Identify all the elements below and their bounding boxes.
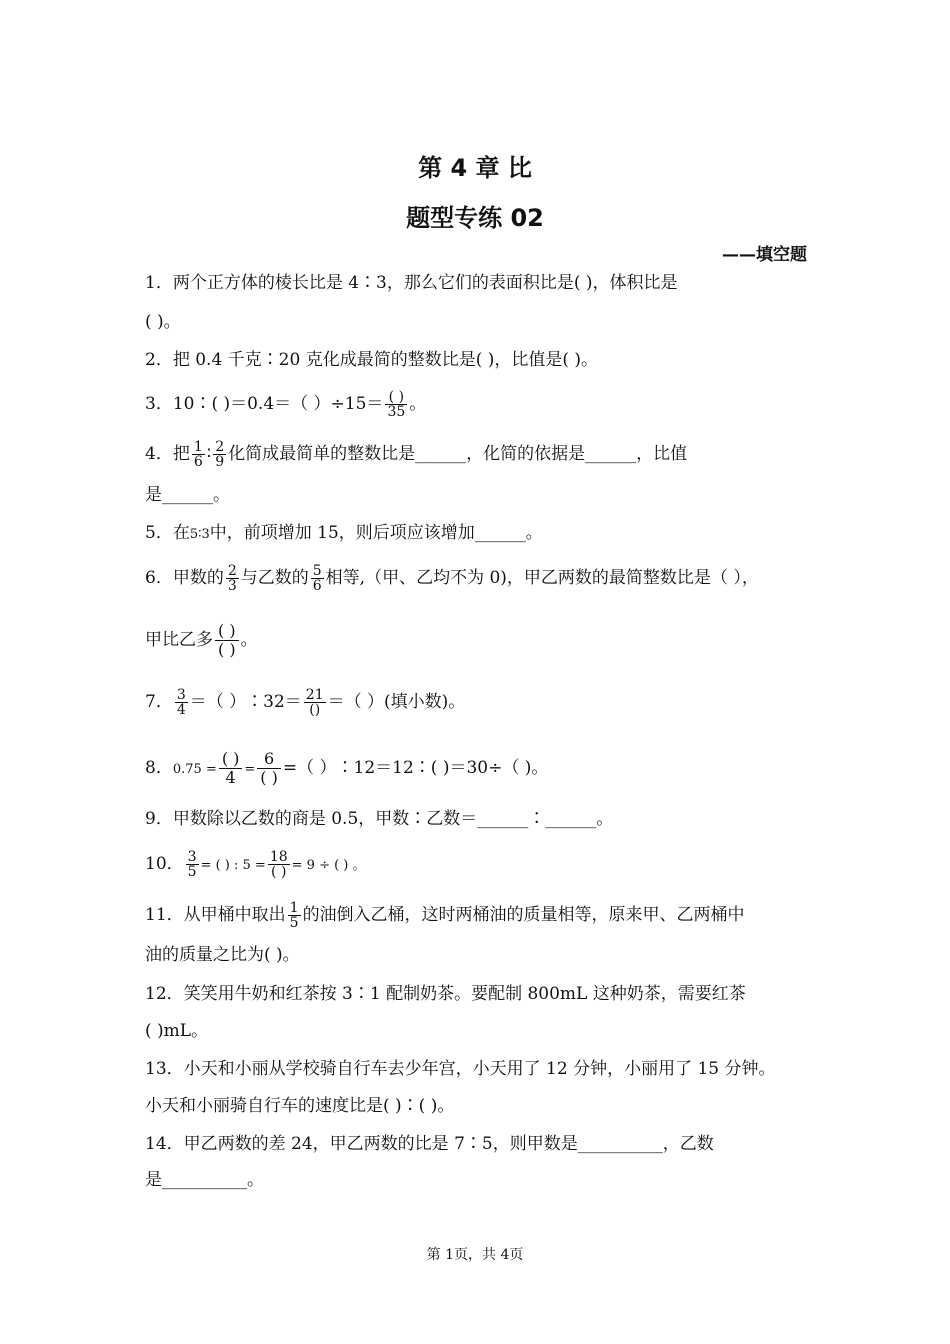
question-12-line-1: 12．笑笑用牛奶和红茶按 3∶1 配制奶茶。要配制 800mL 这种奶茶，需要红茶 xyxy=(145,984,746,1004)
fraction-numerator: 18 xyxy=(269,849,288,865)
fraction-numerator: 5 xyxy=(312,563,322,579)
question-3-end: 。 xyxy=(409,394,427,414)
question-2: 2．把 0.4 千克∶20 克化成最简的整数比是( )，比值是( )。 xyxy=(145,350,599,370)
question-1-line-1: 1．两个正方体的棱长比是 4∶3，那么它们的表面积比是( )，体积比是 xyxy=(145,273,678,293)
question-11-line-2: 油的质量之比为( )。 xyxy=(145,945,300,965)
fraction-numerator: 3 xyxy=(187,849,197,865)
fraction-numerator: 1 xyxy=(193,439,203,455)
fraction-denominator: ( ) xyxy=(218,640,236,659)
question-5-text-2: 中，前项增加 15，则后项应该增加______。 xyxy=(209,523,543,543)
question-8-number: 8． xyxy=(145,758,173,778)
fraction-numerator: 2 xyxy=(227,563,237,579)
question-6-text-2: 与乙数的 xyxy=(240,568,309,588)
question-8-fraction-1 xyxy=(219,750,243,787)
question-5-text: 5．在 xyxy=(145,523,190,543)
question-6-text-3: 相等,（甲、乙均不为 0)，甲乙两数的最简整数比是（ ）， xyxy=(325,568,759,588)
question-4-text-2: 化简成最简单的整数比是______，化简的依据是______，比值 xyxy=(228,444,688,464)
fraction-denominator: 5 xyxy=(187,864,197,880)
question-3-fraction xyxy=(385,390,407,419)
fraction-denominator: 9 xyxy=(215,454,225,470)
question-10-fraction-1 xyxy=(186,850,199,879)
fraction-denominator: () xyxy=(309,702,321,718)
question-7-fraction-2 xyxy=(304,688,326,717)
question-11-text: 11．从甲桶中取出 xyxy=(145,905,286,925)
fraction-denominator: 5 xyxy=(289,915,299,931)
question-6-fraction-2 xyxy=(311,564,324,593)
question-7 xyxy=(145,688,815,717)
question-13-line-1: 13．小天和小丽从学校骑自行车去少年宫，小天用了 12 分钟，小丽用了 15 分钟。 xyxy=(145,1059,776,1079)
question-6-text: 6．甲数的 xyxy=(145,568,224,588)
question-7-text-2: ＝（ ）(填小数)。 xyxy=(327,692,466,712)
question-14-line-1: 14．甲乙两数的差 24，甲乙两数的比是 7∶5，则甲数是__________，乙数 xyxy=(145,1134,714,1154)
question-13-line-2: 小天和小丽骑自行车的速度比是( )∶( )。 xyxy=(145,1096,455,1116)
question-4-fraction-1 xyxy=(192,440,205,469)
question-11-text-2: 的油倒入乙桶，这时两桶油的质量相等，原来甲、乙两桶中 xyxy=(302,905,745,925)
question-4-line-1 xyxy=(145,440,815,469)
question-4-fraction-2 xyxy=(213,440,226,469)
question-7-number: 7． xyxy=(145,692,173,712)
question-10-number: 10． xyxy=(145,854,184,874)
fraction-numerator: ( ) xyxy=(219,750,243,769)
question-11-fraction xyxy=(288,901,301,930)
question-10 xyxy=(145,850,815,879)
fraction-numerator: ( ) xyxy=(385,390,407,405)
fraction-denominator: ( ) xyxy=(260,768,278,787)
question-11-line-1 xyxy=(145,901,815,930)
fraction-denominator: 4 xyxy=(176,702,186,718)
fraction-numerator: 1 xyxy=(289,900,299,916)
question-8-fraction-2 xyxy=(257,750,281,787)
fraction-denominator: 35 xyxy=(387,404,406,420)
fraction-denominator: 4 xyxy=(225,768,236,787)
question-8 xyxy=(145,750,815,787)
question-8-text: =（ ）∶12＝12∶( )＝30÷（ )。 xyxy=(282,758,549,778)
question-3-text: 3．10∶( )＝0.4＝（ ）÷15＝ xyxy=(145,394,384,414)
question-4-text: 4．把 xyxy=(145,444,190,464)
question-7-text: ＝（ ）∶32＝ xyxy=(189,692,302,712)
question-6-fraction-1 xyxy=(226,564,239,593)
fraction-denominator: 6 xyxy=(312,578,322,594)
question-3 xyxy=(145,390,815,419)
page-title: 题型专练 02 xyxy=(406,204,544,232)
question-6-end: 。 xyxy=(240,630,258,650)
question-6-text-4: 甲比乙多 xyxy=(145,630,213,650)
fraction-numerator: ( ) xyxy=(215,622,239,641)
fraction-denominator: ( ) xyxy=(271,864,287,880)
ratio-sign: ∶ xyxy=(206,444,212,464)
question-type-label: ——填空题 xyxy=(722,245,807,265)
fraction-denominator: 6 xyxy=(193,454,203,470)
question-8-decimal: 0.75 = xyxy=(172,762,217,777)
question-14-line-2: 是__________。 xyxy=(145,1170,264,1190)
question-12-line-2: ( )mL。 xyxy=(145,1021,209,1041)
fraction-denominator: 3 xyxy=(227,578,237,594)
equals-sign: = xyxy=(244,762,256,777)
question-10-text-2: = 9 ÷ ( ) 。 xyxy=(291,858,366,873)
question-6-line-1 xyxy=(145,564,815,593)
chapter-title: 第 4 章 比 xyxy=(418,154,532,182)
question-1-line-2: ( )。 xyxy=(145,312,181,332)
question-10-text: = ( ) : 5 = xyxy=(200,858,266,873)
fraction-numerator: 2 xyxy=(215,439,225,455)
question-9: 9．甲数除以乙数的商是 0.5，甲数∶乙数＝______∶______。 xyxy=(145,809,614,829)
fraction-numerator: 3 xyxy=(176,687,186,703)
question-10-fraction-2 xyxy=(268,850,290,879)
page-footer: 第 1页，共 4页 xyxy=(426,1247,524,1263)
fraction-numerator: 21 xyxy=(305,687,324,703)
question-5 xyxy=(145,521,815,547)
question-4-line-2: 是______。 xyxy=(145,485,230,505)
question-6-line-2 xyxy=(145,622,815,659)
fraction-numerator: 6 xyxy=(257,750,281,769)
question-6-fraction-3 xyxy=(215,622,239,659)
question-7-fraction-1 xyxy=(175,688,188,717)
question-5-ratio: 5∶3 xyxy=(189,527,210,542)
